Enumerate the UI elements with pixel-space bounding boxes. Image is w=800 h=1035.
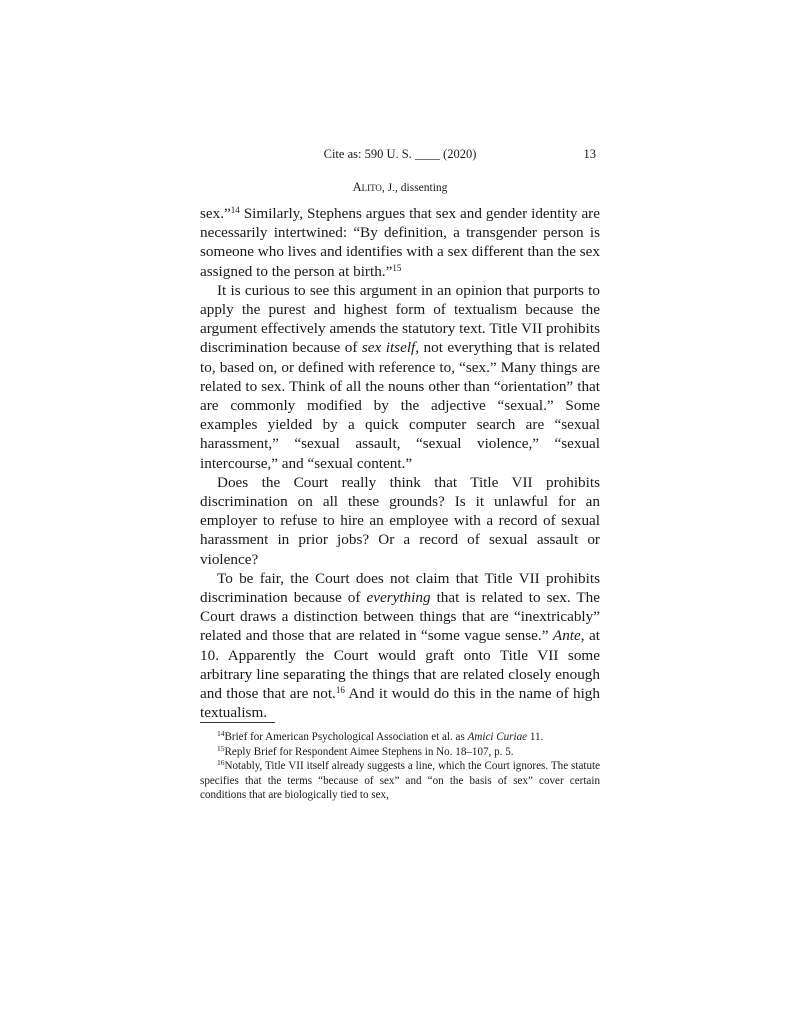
author-name: Alito [352,180,382,194]
text: And it would do this in the name of high textualism. [200,685,600,722]
footnote-16 [200,759,600,803]
opinion-body [200,204,600,722]
footnote-number: 14 [217,729,225,738]
text: Notably, Title VII itself already suggests a line, which the Court ignores. The statute specifies that the terms “because of sex” and “on the basis of sex” cover certain conditions that are biologically tied to sex, [200,760,600,801]
emphasis: sex itself, [361,339,420,357]
paragraph-4 [200,569,600,723]
emphasis: Ante [552,627,581,645]
footnote-15 [200,745,600,760]
citation: Cite as: 590 U. S. ____ (2020) [323,147,477,161]
text: 11. [527,731,544,743]
footnote-number: 15 [217,743,225,753]
page-number: 13 [583,147,596,161]
text: sex.” [200,205,231,222]
emphasis: everything [366,589,431,607]
text: Brief for American Psychological Association et al. as [224,731,468,743]
footnote-14 [200,730,600,745]
text: Similarly, Stephens argues that sex and gender identity are necessarily intertwined: “By definition, a transgender person is someone who lives and identifies with a sex different than the sex assigned to the person at birth.” [200,205,600,280]
author-role: , J., dissenting [381,182,448,194]
footnote-divider [200,722,275,723]
page-header [200,147,600,165]
text: that is related to sex. The Court draws a distinction between things that are “inextricably” related and those that are related in “some vague sense.” [200,589,600,645]
paragraph-2 [200,281,600,473]
footnote-number: 16 [217,758,225,767]
emphasis: Amici Curiae [467,731,528,743]
text: To be fair, the Court does not claim that Title VII prohibits discrimination because of [200,569,600,607]
footnote-ref-15[interactable]: 15 [392,262,402,273]
footnotes [200,730,600,803]
footnote-ref-16[interactable]: 16 [335,685,345,696]
text: It is curious to see this argument in an opinion that purports to apply the purest and highest form of textualism because the argument effectively amends the statutory text. Title VII prohibits discrimination because of [200,281,600,357]
text: , at 10. Apparently the Court would graft onto Title VII some arbitrary line separating the things that are related closely enough and those that are not. [200,627,600,703]
footnote-ref-14[interactable]: 14 [230,205,240,215]
paragraph-1 [200,204,600,281]
text: Reply Brief for Respondent Aimee Stephens in No. 18–107, p. 5. [224,745,514,758]
paragraph-3: Does the Court really think that Title VII prohibits discrimination on all these grounds? Is it unlawful for an employer to refuse to hire an employee with a record of sexual harassment in prior jobs? Or a record of sexual assault or violence? [200,473,600,568]
text: not everything that is related to, based on, or defined with reference to, “sex.” Many things are related to sex. Think of all the nouns other than “orientation” that are commonly modified by the adjective “sexual.” Some examples yielded by a quick computer search are “sexual harassment,” “sexual assault, “sexual violence,” “sexual intercourse,” and “sexual content.” [200,339,601,472]
running-head [200,180,600,195]
